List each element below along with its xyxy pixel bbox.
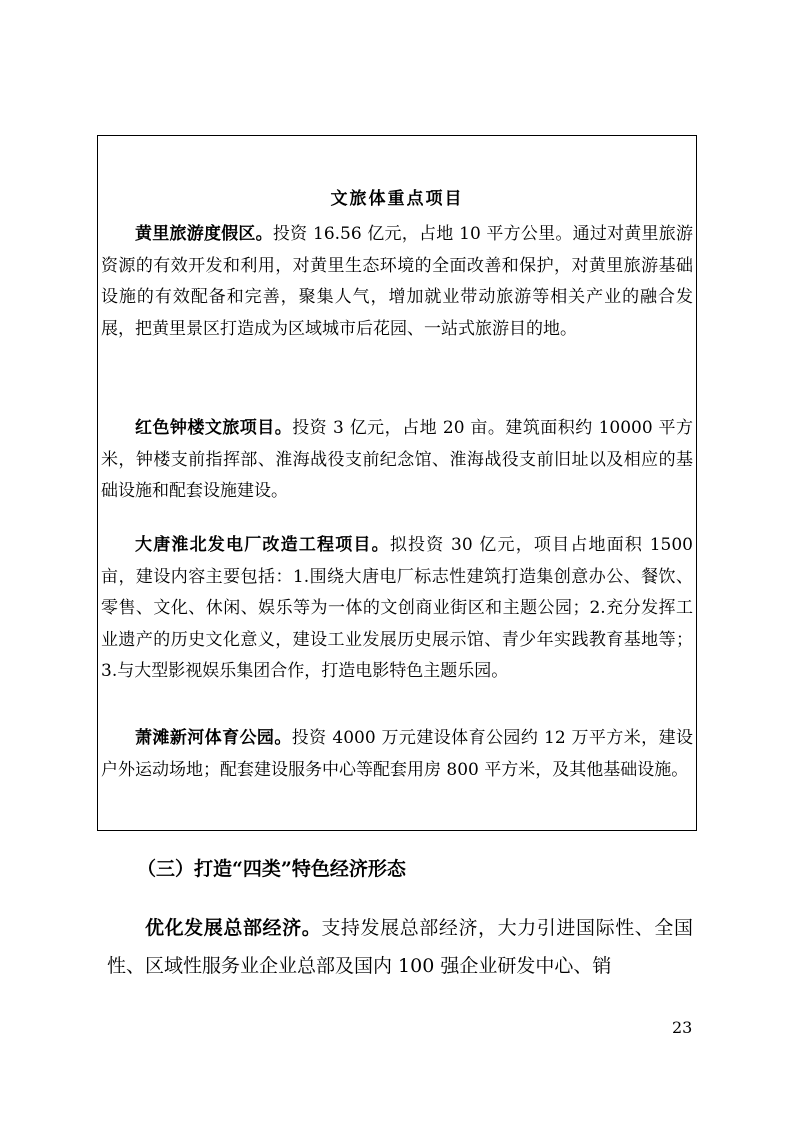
project-text: 投资 16.56 亿元，占地 10 平方公里。通过对黄里旅游资源的有效开发和利用，对黄里生态环境的全面改善和保护，对黄里旅游基础设施的有效配备和完善，聚集人气，增加就业带动旅游等相关产业的融合发展，把黄里景区打造成为区域城市后花园、一站式旅游目的地。	[101, 224, 693, 339]
key-projects-box	[97, 135, 697, 831]
project-paragraph-huangli	[101, 219, 693, 345]
project-text: 投资 3 亿元，占地 20 亩。建筑面积约 10000 平方米，钟楼支前指挥部、淮海战役支前纪念馆、淮海战役支前旧址以及相应的基础设施和配套设施建设。	[101, 418, 694, 501]
page-number: 23	[672, 1018, 693, 1037]
project-paragraph-datang-plant	[101, 530, 693, 688]
project-paragraph-sports-park	[101, 723, 693, 786]
project-text: 投资 4000 万元建设体育公园约 12 万平方米，建设户外运动场地；配套建设服务中心等配套用房 800 平方米，及其他基础设施。	[101, 728, 693, 780]
project-text: 拟投资 30 亿元，项目占地面积 1500 亩，建设内容主要包括：1.围绕大唐电厂标志性建筑打造集创意办公、餐饮、零售、文化、休闲、娱乐等为一体的文创商业街区和主题公园；2.充分发挥工业遗产的历史文化意义，建设工业发展历史展示馆、青少年实践教育基地等；3.与大型影视娱乐集团合作，打造电影特色主题乐园。	[101, 535, 693, 681]
box-title: 文旅体重点项目	[330, 189, 464, 209]
project-paragraph-bell-tower	[101, 413, 693, 508]
project-lead: 大唐淮北发电厂改造工程项目。	[135, 535, 390, 555]
project-lead: 黄里旅游度假区。	[135, 224, 273, 244]
body-paragraph	[107, 909, 693, 985]
section-heading: （三）打造“四类”特色经济形态	[137, 858, 406, 880]
body-lead: 优化发展总部经济。	[145, 917, 322, 939]
body-text: 支持发展总部经济，大力引进国际性、全国性、区域性服务业企业总部及国内 100 强企业研发中心、销	[107, 917, 693, 977]
project-lead: 萧滩新河体育公园。	[135, 728, 292, 748]
project-lead: 红色钟楼文旅项目。	[135, 418, 293, 438]
